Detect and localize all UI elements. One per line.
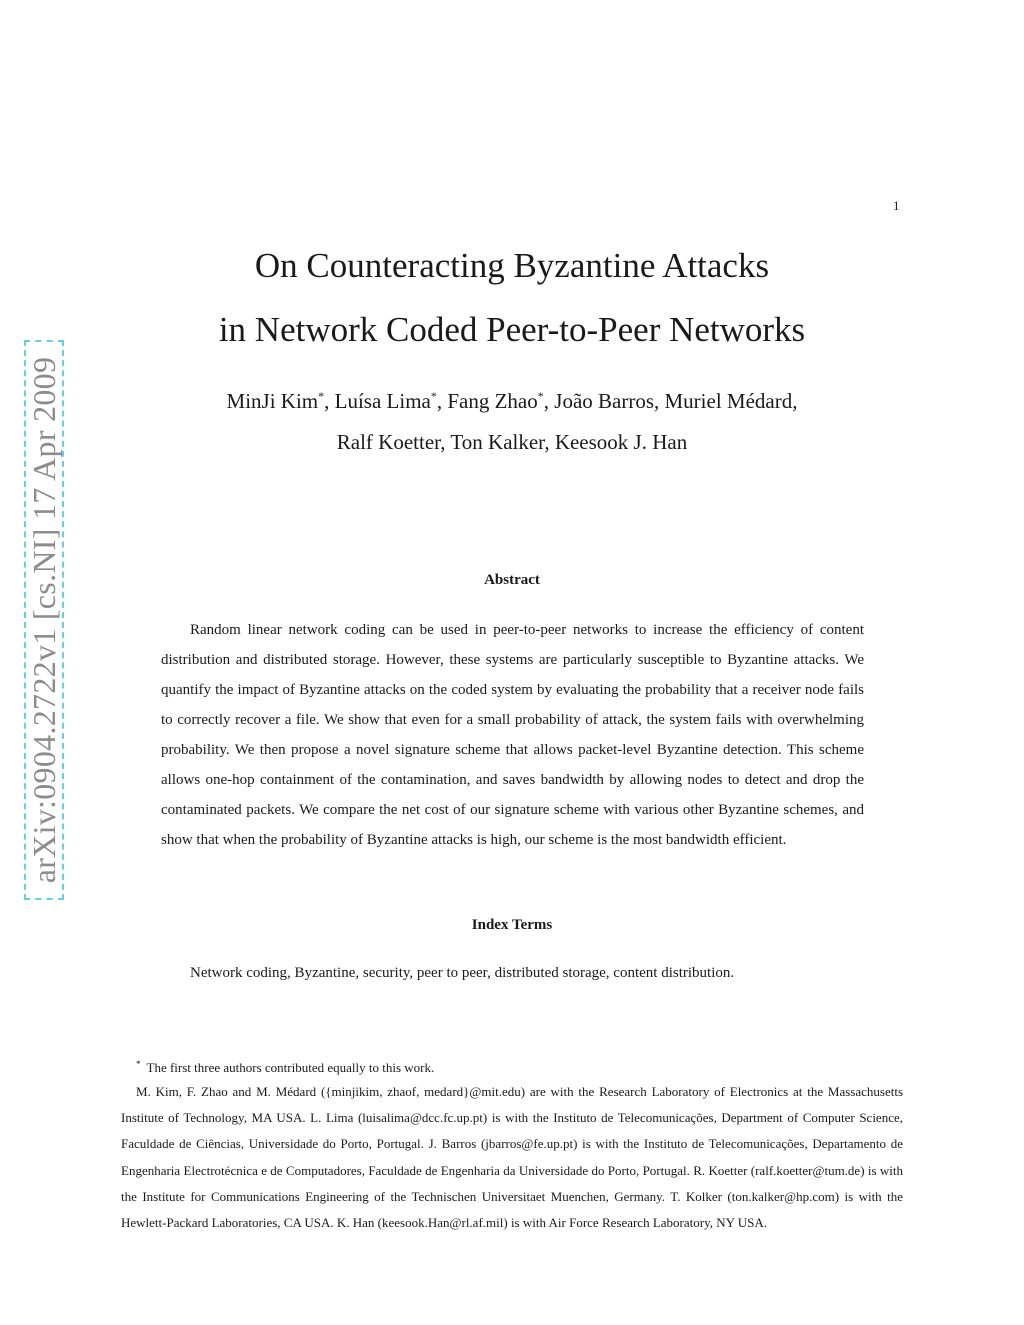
author-name: João Barros	[554, 389, 654, 413]
author-name: MinJi Kim	[226, 389, 319, 413]
equal-contribution-mark: *	[537, 389, 544, 403]
equal-contribution-mark: *	[430, 389, 437, 403]
author-name: Muriel Médard	[664, 389, 793, 413]
page-number: 1	[893, 198, 900, 213]
paper-title-line-1: On Counteracting Byzantine Attacks	[254, 246, 770, 285]
author-list-line-1: MinJi Kim*, Luísa Lima*, Fang Zhao*, João Barros, Muriel Médard,	[226, 389, 798, 413]
author-name: Fang Zhao	[447, 389, 538, 413]
author-list-line-2: Ralf Koetter, Ton Kalker, Keesook J. Han	[336, 430, 688, 454]
author-name: Luísa Lima	[334, 389, 431, 413]
abstract-text: Random linear network coding can be used in peer-to-peer networks to increase the efficiency of content distribution and distributed storage. However, these systems are particularly susceptible to Byzantine attacks. We quantify the impact of Byzantine attacks on the coded system by evaluating the probability that a receiver node fails to correctly recover a file. We show that even for a small probability of attack, the system fails with overwhelming probability. We then propose a novel signature scheme that allows packet-level Byzantine detection. This scheme allows one-hop containment of the contamination, and saves bandwidth by allowing nodes to detect and drop the contaminated packets. We compare the net cost of our signature scheme with various other Byzantine schemes, and show that when the probability of Byzantine attacks is high, our scheme is the most bandwidth efficient.	[161, 622, 864, 848]
arxiv-stamp-text: arXiv:0904.2722v1 [cs.NI] 17 Apr 2009	[26, 356, 62, 884]
abstract-heading: Abstract	[484, 572, 540, 588]
paper-title-line-2: in Network Coded Peer-to-Peer Networks	[218, 310, 806, 349]
index-terms-text: Network coding, Byzantine, security, peer to peer, distributed storage, content distribution.	[190, 965, 735, 981]
footnote-affiliations: M. Kim, F. Zhao and M. Médard ({minjikim, zhaof, medard}@mit.edu) are with the Research Laboratory of Electronics at the Massachusetts Institute of Technology, MA USA. L. Lima (luisalima@dcc.fc.up.pt) is with the Instituto de Telecomunicações, Department of Computer Science, Faculdade de Ciências, Universidade do Porto, Portugal. J. Barros (jbarros@fe.up.pt) is with the Instituto de Telecomunicações, Departamento de Engenharia Electrotécnica e de Computadores, Faculdade de Engenharia da Universidade do Porto, Portugal. R. Koetter (ralf.koetter@tum.de) is with the Institute for Communications Engineering of the Technischen Universitaet Muenchen, Germany. T. Kolker (ton.kalker@hp.com) is with the Hewlett-Packard Laboratories, CA USA. K. Han (keesook.Han@rl.af.mil) is with Air Force Research Laboratory, NY USA.	[121, 1084, 903, 1231]
footnote-equal-contribution	[136, 1055, 434, 1077]
footnote-mark: *	[136, 1059, 141, 1069]
footnote-text: The first three authors contributed equally to this work.	[146, 1060, 435, 1075]
equal-contribution-mark: *	[318, 389, 325, 403]
index-terms-heading: Index Terms	[471, 917, 553, 933]
